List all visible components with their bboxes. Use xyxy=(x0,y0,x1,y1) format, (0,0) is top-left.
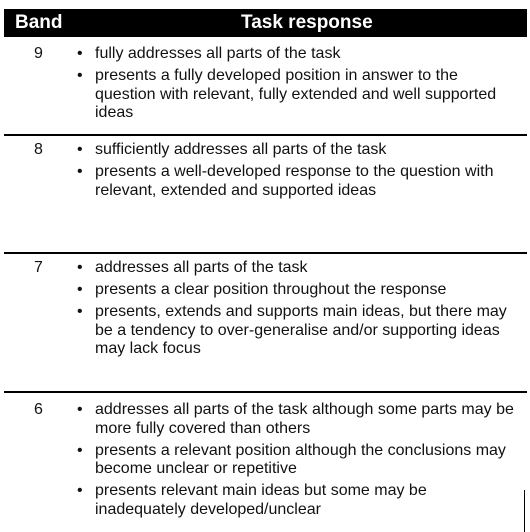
bullet-icon: • xyxy=(77,141,83,158)
bullet-icon: • xyxy=(77,303,83,320)
band-number: 9 xyxy=(34,45,43,62)
criterion-text: presents a fully developed position in answer to the question with relevant, fully extended and well supported ideas xyxy=(95,67,497,121)
list-item xyxy=(76,281,521,300)
criterion-text: fully addresses all parts of the task xyxy=(95,45,341,62)
band-number: 6 xyxy=(34,401,43,418)
row-divider xyxy=(4,134,527,136)
list-item xyxy=(76,303,521,359)
table-header xyxy=(4,9,527,37)
bullet-icon: • xyxy=(77,163,83,180)
criteria-list xyxy=(76,259,521,362)
criterion-text: sufficiently addresses all parts of the task xyxy=(95,141,387,158)
bullet-icon: • xyxy=(77,259,83,276)
row-divider xyxy=(4,252,527,254)
criterion-text: presents relevant main ideas but some may be inadequately developed/unclear xyxy=(95,482,427,518)
criteria-list xyxy=(76,401,521,523)
criterion-text: presents a clear position throughout the response xyxy=(95,281,447,298)
row-divider xyxy=(4,391,527,393)
task-response-column-header: Task response xyxy=(241,12,373,33)
criterion-text: presents a relevant position although the conclusions may become unclear or repetitive xyxy=(95,441,506,477)
band-number: 7 xyxy=(34,259,43,276)
criterion-text: presents, extends and supports main ideas, but there may be a tendency to over-generalise and/or supporting ideas may lack focus xyxy=(95,303,507,357)
list-item xyxy=(76,67,521,123)
bullet-icon: • xyxy=(77,482,83,499)
criteria-list xyxy=(76,141,521,204)
list-item xyxy=(76,141,521,160)
bullet-icon: • xyxy=(77,45,83,62)
bullet-icon: • xyxy=(77,67,83,84)
list-item xyxy=(76,482,521,519)
list-item xyxy=(76,401,521,438)
list-item xyxy=(76,442,521,479)
criterion-text: addresses all parts of the task although some parts may be more fully covered than others xyxy=(95,401,514,437)
criterion-text: addresses all parts of the task xyxy=(95,259,308,276)
band-column-header: Band xyxy=(15,12,63,33)
bullet-icon: • xyxy=(77,401,83,418)
criteria-list xyxy=(76,45,521,126)
list-item xyxy=(76,163,521,200)
table-edge-line xyxy=(524,490,525,532)
bullet-icon: • xyxy=(77,281,83,298)
list-item xyxy=(76,259,521,278)
criterion-text: presents a well-developed response to the question with relevant, extended and supported ideas xyxy=(95,163,494,199)
list-item xyxy=(76,45,521,64)
bullet-icon: • xyxy=(77,441,83,459)
band-number: 8 xyxy=(34,141,43,158)
